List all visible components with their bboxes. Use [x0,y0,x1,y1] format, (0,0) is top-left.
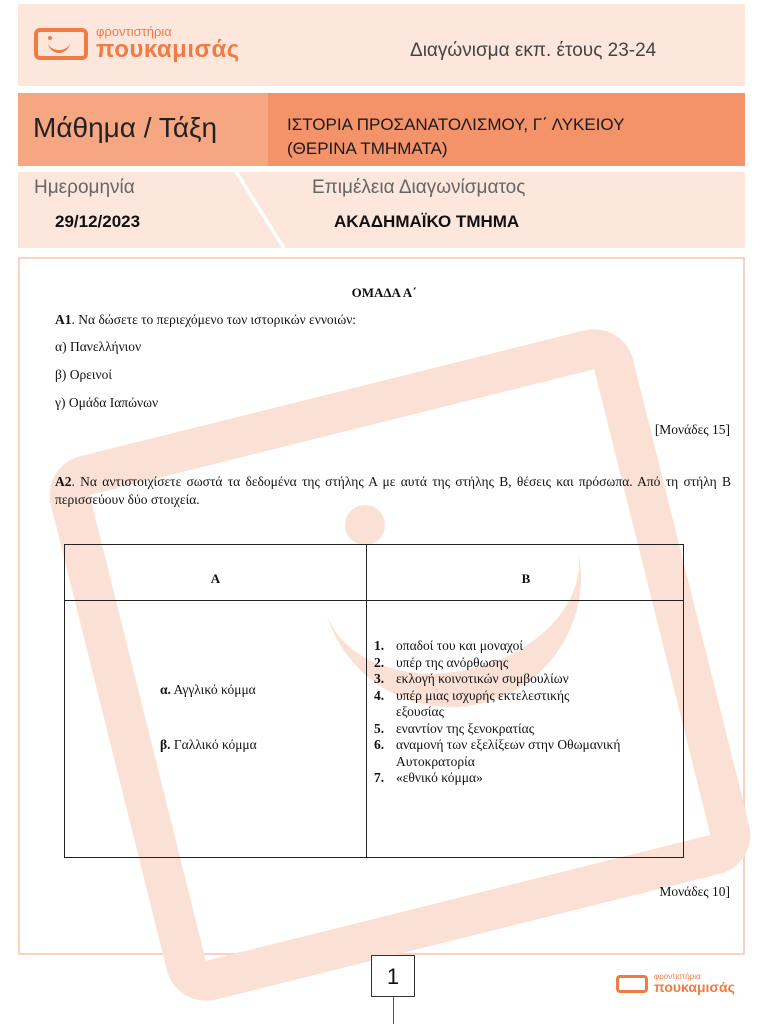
list-item [374,688,674,721]
question-a1-label: Α1 [55,312,72,327]
list-item [374,671,674,688]
list-item-number: 5. [374,720,385,736]
logo-brand-text: πουκαμισάς [96,36,240,63]
date-label: Ημερομηνία [34,177,135,198]
question-a1-text: . Να δώσετε το περιεχόμενο των ιστορικών εννοιών: [71,312,357,327]
footer-logo-brand-text: πουκαμισάς [654,979,735,995]
question-a2-text: . Να αντιστοιχίσετε σωστά τα δεδομένα της στήλης Α με αυτά της στήλης Β, θέσεις και πρόσωπα. Από τη στήλη Β περισσεύουν δύο στοιχεία. [55,474,731,507]
column-a-text: Αγγλικό κόμμα [170,682,256,697]
a2-points: Μονάδες 10] [659,884,730,899]
footer-logo-small-text: φροντιστήρια [654,972,701,981]
column-a-letter: α. [160,682,171,697]
list-item-text: «εθνικό κόμμα» [396,770,483,785]
list-item [374,737,674,770]
list-item-text: υπέρ της ανόρθωσης [396,654,509,670]
logo-icon [34,28,88,60]
column-a-letter: β. [160,737,171,752]
list-item-text: υπέρ μιας ισχυρής εκτελεστικής εξουσίας [396,687,570,719]
a1-points: [Μονάδες 15] [654,422,730,437]
page-number: 1 [371,955,415,997]
list-item-text: εκλογή κοινοτικών συμβουλίων [396,671,569,686]
a1-item: γ) Ομάδα Ιαπώνων [55,395,159,410]
list-item-text: οπαδοί του και μοναχοί [396,638,523,653]
list-item-number: 6. [374,737,385,752]
list-item [374,770,674,787]
page-tick [393,997,394,1024]
exam-title: Διαγώνισμα εκπ. έτους 23-24 [410,40,657,61]
list-item [374,655,674,672]
list-item-text: αναμονή των εξελίξεων στην Οθωμανική Αυτοκρατορία [396,737,621,769]
subject-title: ΙΣΤΟΡΙΑ ΠΡΟΣΑΝΑΤΟΛΙΣΜΟΥ, Γ΄ ΛΥΚΕΙΟΥ [287,115,625,134]
table-header-divider [65,600,683,601]
list-item [374,638,674,655]
column-a-text: Γαλλικό κόμμα [170,737,257,752]
list-item-number: 3. [374,671,385,686]
logo-small-text: φροντιστήρια [96,24,172,39]
group-title: ΟΜΑΔΑ Α΄ [351,285,417,300]
list-item-number: 4. [374,687,385,703]
list-item [374,721,674,738]
column-a-header: Α [210,571,221,586]
question-a2 [55,473,731,509]
column-a-item [160,682,256,698]
editor-label: Επιμέλεια Διαγωνίσματος [312,177,526,198]
question-a1 [55,312,356,328]
question-a2-label: Α2 [55,474,72,489]
column-a-item [160,737,257,753]
column-b-header: Β [521,571,531,586]
list-item-number: 1. [374,638,385,653]
a1-item: α) Πανελλήνιον [55,339,142,354]
a1-item: β) Ορεινοί [55,367,113,382]
editor-value: ΑΚΑΔΗΜΑΪΚΟ ΤΜΗΜΑ [334,212,520,231]
list-item-text: εναντίον της ξενοκρατίας [396,720,535,736]
subject-label: Μάθημα / Τάξη [33,112,218,143]
subject-subtitle: (ΘΕΡΙΝΑ ΤΜΗΜΑΤΑ) [287,139,448,158]
table-column-divider [366,545,367,857]
column-b-list [374,638,674,787]
footer-logo-icon [616,975,648,993]
list-item-number: 7. [374,770,385,785]
logo-smile [48,38,70,53]
list-item-number: 2. [374,654,385,670]
date-value: 29/12/2023 [55,212,141,231]
